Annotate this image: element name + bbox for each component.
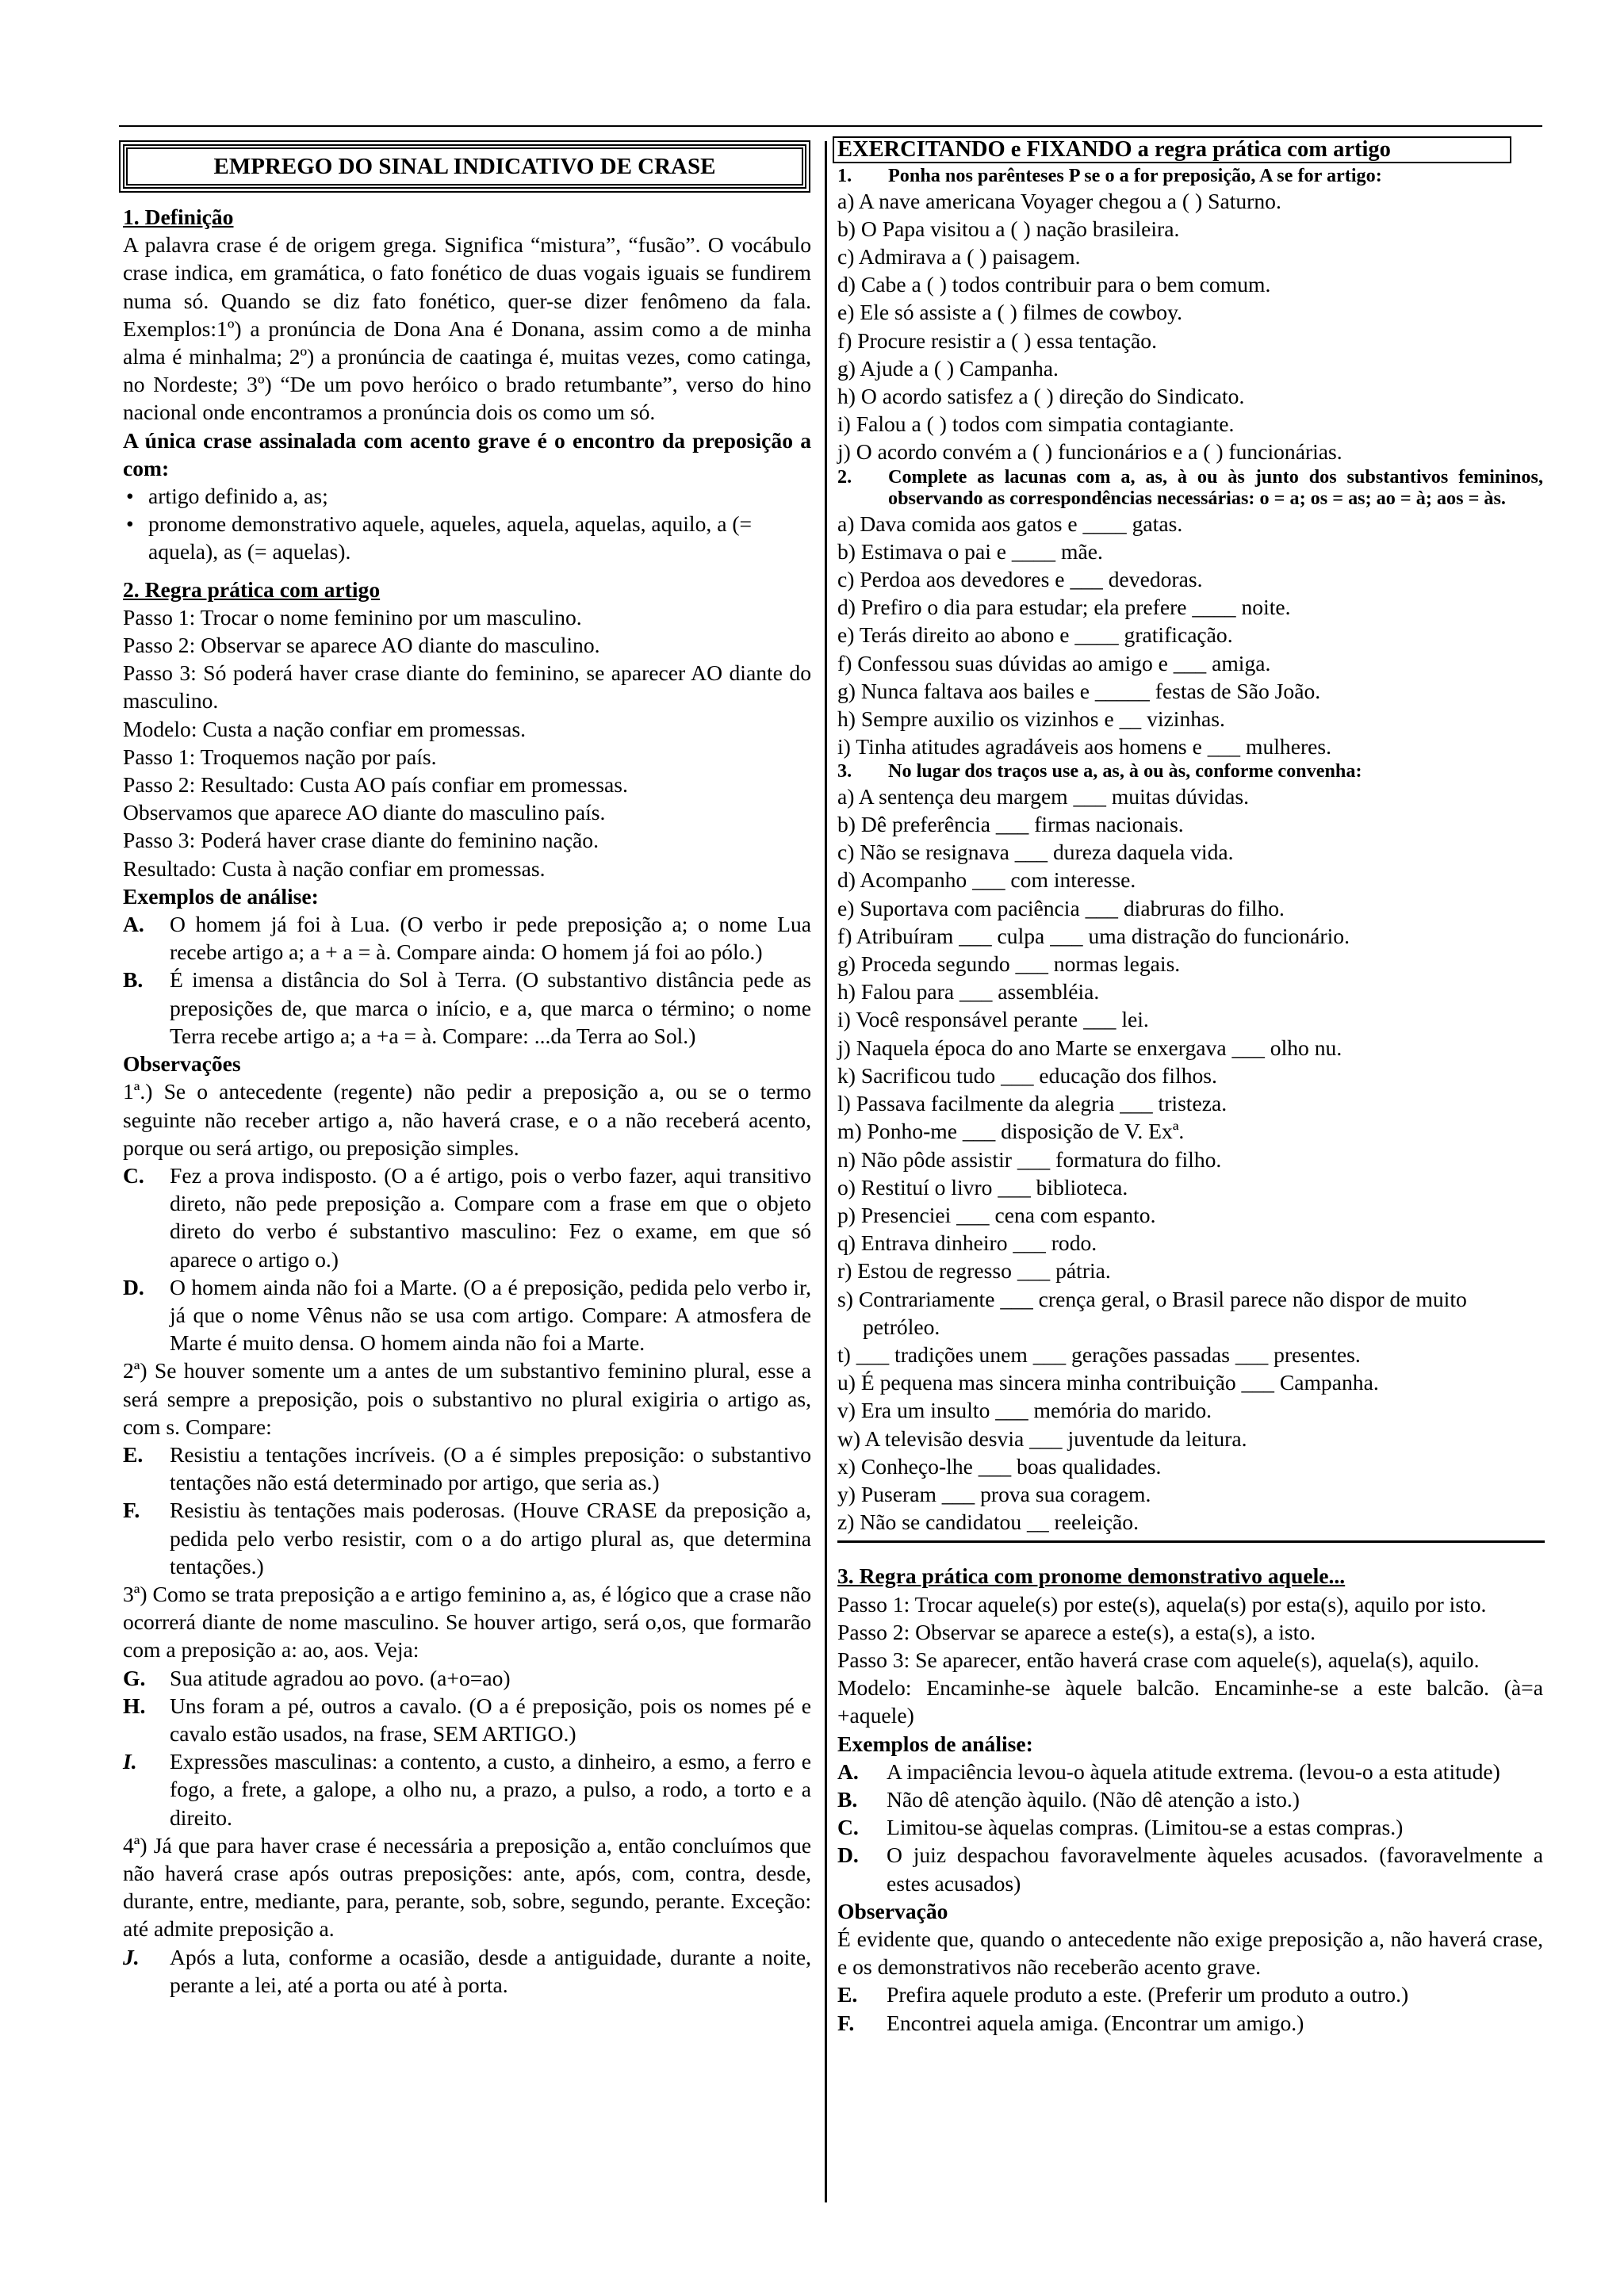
observation-1: 1ª.) Se o antecedente (regente) não pedir a preposição a, ou se o termo seguinte não receber artigo a, não haverá crase, e o a não receberá acento, porque ou será artigo, ou preposição simples. — [123, 1079, 811, 1160]
exercise-item: u) É pequena mas sincera minha contribuição ___ Campanha. — [837, 1370, 1379, 1395]
rule-line: Passo 1: Trocar aquele(s) por este(s), aquela(s) por esta(s), aquilo por isto. — [837, 1591, 1487, 1617]
definition-paragraph: A palavra crase é de origem grega. Significa “mistura”, “fusão”. O vocábulo crase indica, em gramática, o fato fonético de duas vogais iguais se fundirem numa só. Quando se diz fato fonético, quer-se dizer fenômeno da fala. Exemplos:1º) a pronúncia de Dona Ana é Donana, assim como a de minha alma é minhalma; 2º) a pronúncia de caatinga é, muitas vezes, como catinga, no Nordeste; 3º) “De um povo heróico o brado retumbante”, verso do hino nacional onde encontramos a pronúncia dois os como um só. — [123, 232, 811, 425]
section-rule — [837, 1540, 1545, 1543]
rule-line: Passo 3: Poderá haver crase diante do feminino nação. — [123, 828, 599, 853]
page-title: EMPREGO DO SINAL INDICATIVO DE CRASE — [123, 144, 806, 189]
bullet-item: • pronome demonstrativo aquele, aqueles, aquela, aquelas, aquilo, a (= aquela), as (= aquelas). — [123, 510, 811, 565]
exercise-item: d) Acompanho ___ com interesse. — [837, 867, 1136, 893]
exercise-item: c) Admirava a ( ) paisagem. — [837, 243, 1081, 269]
exercise-item: p) Presenciei ___ cena com espanto. — [837, 1202, 1156, 1227]
exercise-item: b) Estimava o pai e ____ mãe. — [837, 538, 1103, 564]
example-item: B. Não dê atenção àquilo. (Não dê atenção a isto.) — [837, 1786, 1300, 1812]
exercise-item: g) Ajude a ( ) Campanha. — [837, 355, 1059, 381]
example-item: C. Fez a prova indisposto. (O a é artigo, pois o verbo fazer, aqui transitivo direto, não pede preposição a. Compare com a frase em que o objeto direto do verbo é substantivo masculino: Fez o exame, em que só aparece o artigo o.) — [123, 1162, 811, 1272]
bullet-item: • artigo definido a, as; — [123, 482, 811, 510]
observation-2: 2ª) Se houver somente um a antes de um substantivo feminino plural, esse a será sempre a preposição, pois o substantivo no plural exigiria o artigo as, com s. Compare: — [123, 1358, 811, 1439]
rule-line: Passo 3: Só poderá haver crase diante do feminino, se aparecer AO diante do masculino. — [123, 660, 811, 714]
exercise-item: o) Restituí o livro ___ biblioteca. — [837, 1174, 1128, 1200]
exercise-item: x) Conheço-lhe ___ boas qualidades. — [837, 1453, 1162, 1479]
exercise-item: a) Dava comida aos gatos e ____ gatas. — [837, 511, 1183, 536]
definition-rule: A única crase assinalada com acento grave é o encontro da preposição a com: — [123, 427, 811, 480]
exercise-item: v) Era um insulto ___ memória do marido. — [837, 1398, 1212, 1423]
rule-line: Modelo: Encaminhe-se àquele balcão. Encaminhe-se a este balcão. (à=a +aquele) — [837, 1675, 1543, 1728]
exercise-3-instruction: 3. No lugar dos traços use a, as, à ou às, conforme convenha: — [837, 760, 1362, 783]
exercise-item: f) Procure resistir a ( ) essa tentação. — [837, 327, 1157, 353]
rule-line: Passo 2: Observar se aparece a este(s), a esta(s), a isto. — [837, 1619, 1316, 1644]
section-1-heading: 1. Definição — [123, 205, 234, 229]
exercise-item: h) Sempre auxilio os vizinhos e __ vizinhas. — [837, 706, 1225, 731]
top-rule — [119, 125, 1542, 127]
exercise-item: j) Naquela época do ano Marte se enxergava ___ olho nu. — [837, 1035, 1342, 1060]
exercise-item: s) Contrariamente ___ crença geral, o Brasil parece não dispor de muito petróleo. — [837, 1286, 1467, 1339]
examples-heading: Exemplos de análise: — [837, 1731, 1033, 1756]
exercise-item: q) Entrava dinheiro ___ rodo. — [837, 1230, 1097, 1256]
examples-heading: Exemplos de análise: — [123, 883, 319, 909]
observation-4: 4ª) Já que para haver crase é necessária a preposição a, então concluímos que não haverá crase após outras preposições: ante, após, com, contra, desde, durante, entre, mediante, para, perante, sob, sobre, segundo, perante. Exceção: até admite preposição a. — [123, 1832, 811, 1942]
exercise-2-instruction: 2. Complete as lacunas com a, as, à ou às junto dos substantivos femininos, observando as correspondências necessárias: o = a; os = as; ao = à; aos = às. — [837, 465, 1543, 510]
example-item: E. Prefira aquele produto a este. (Preferir um produto a outro.) — [837, 1982, 1409, 2007]
example-item: J. Após a luta, conforme a ocasião, desde a antiguidade, durante a noite, perante a lei, até a porta ou até à porta. — [123, 1944, 811, 1997]
exercise-item: e) Ele só assiste a ( ) filmes de cowboy. — [837, 300, 1182, 325]
example-item: G. Sua atitude agradou ao povo. (a+o=ao) — [123, 1665, 511, 1690]
observations-heading: Observações — [123, 1051, 241, 1077]
exercise-item: t) ___ tradições unem ___ gerações passadas ___ presentes. — [837, 1341, 1361, 1367]
example-item: D. O homem ainda não foi a Marte. (O a é preposição, pedida pelo verbo ir, já que o nome Vênus não se usa com artigo. Compare: A atmosfera de Marte é muito densa. O homem ainda não foi a Marte. — [123, 1274, 811, 1356]
rule-line: Passo 3: Se aparecer, então haverá crase com aquele(s), aquela(s), aquilo. — [837, 1647, 1480, 1672]
rule-line: Passo 1: Trocar o nome feminino por um masculino. — [123, 604, 582, 629]
example-item: H. Uns foram a pé, outros a cavalo. (O a é preposição, pois os nomes pé e cavalo estão usados, na frase, SEM ARTIGO.) — [123, 1693, 811, 1746]
exercise-item: f) Confessou suas dúvidas ao amigo e ___ amiga. — [837, 650, 1271, 675]
exercise-item: j) O acordo convém a ( ) funcionários e a ( ) funcionárias. — [837, 439, 1342, 465]
exercise-item: n) Não pôde assistir ___ formatura do filho. — [837, 1146, 1222, 1172]
exercise-item: h) Falou para ___ assembléia. — [837, 979, 1100, 1004]
example-item: C. Limitou-se àquelas compras. (Limitou-se a estas compras.) — [837, 1815, 1404, 1840]
exercise-item: d) Cabe a ( ) todos contribuir para o bem comum. — [837, 272, 1271, 297]
exercise-item: e) Suportava com paciência ___ diabruras do filho. — [837, 895, 1285, 920]
observation-text: É evidente que, quando o antecedente não exige preposição a, não haverá crase, e os demonstrativos não receberão acento grave. — [837, 1926, 1543, 1980]
exercise-item: b) O Papa visitou a ( ) nação brasileira. — [837, 216, 1180, 241]
rule-line: Modelo: Custa a nação confiar em promessas. — [123, 716, 527, 741]
section-2-heading: 2. Regra prática com artigo — [123, 576, 381, 602]
rule-line: Resultado: Custa à nação confiar em promessas. — [123, 855, 546, 881]
example-item: F. Encontrei aquela amiga. (Encontrar um amigo.) — [837, 2010, 1304, 2035]
exercise-item: d) Prefiro o dia para estudar; ela prefere ____ noite. — [837, 595, 1291, 620]
exercise-item: a) A nave americana Voyager chegou a ( ) Saturno. — [837, 188, 1281, 213]
rule-line: Passo 1: Troquemos nação por país. — [123, 744, 437, 769]
section-3-heading: 3. Regra prática com pronome demonstrativo aquele... — [837, 1563, 1346, 1589]
column-divider — [825, 141, 827, 2202]
exercise-item: g) Proceda segundo ___ normas legais. — [837, 951, 1181, 977]
exercise-item: m) Ponho-me ___ disposição de V. Exª. — [837, 1119, 1185, 1144]
rule-line: Observamos que aparece AO diante do masculino país. — [123, 800, 606, 825]
exercise-item: i) Você responsável perante ___ lei. — [837, 1007, 1149, 1032]
exercise-item: e) Terás direito ao abono e ____ gratificação. — [837, 622, 1233, 648]
exercises-heading: EXERCITANDO e FIXANDO a regra prática com artigo — [833, 136, 1511, 163]
example-item: I. Expressões masculinas: a contento, a custo, a dinheiro, a esmo, a ferro e fogo, a frete, a galope, a olho nu, a prazo, a pulso, a rodo, a torto e a direito. — [123, 1749, 811, 1830]
exercise-item: b) Dê preferência ___ firmas nacionais. — [837, 812, 1184, 837]
exercise-item: r) Estou de regresso ___ pátria. — [837, 1258, 1111, 1284]
exercise-item: h) O acordo satisfez a ( ) direção do Sindicato. — [837, 383, 1245, 408]
example-item: D. O juiz despachou favoravelmente àqueles acusados. (favoravelmente a estes acusados) — [837, 1843, 1543, 1896]
exercise-1-instruction: 1. Ponha nos parênteses P se o a for preposição, A se for artigo: — [837, 165, 1382, 186]
exercise-item: a) A sentença deu margem ___ muitas dúvidas. — [837, 783, 1250, 809]
exercise-item: g) Nunca faltava aos bailes e _____ festas de São João. — [837, 678, 1321, 703]
exercise-item: i) Falou a ( ) todos com simpatia contagiante. — [837, 411, 1235, 437]
example-item: A. O homem já foi à Lua. (O verbo ir pede preposição a; o nome Lua recebe artigo a; a + a = à. Compare ainda: O homem já foi ao pólo.) — [123, 912, 811, 965]
exercise-item: l) Passava facilmente da alegria ___ tristeza. — [837, 1091, 1228, 1116]
example-item: A. A impaciência levou-o àquela atitude extrema. (levou-o a esta atitude) — [837, 1758, 1500, 1784]
exercise-item: k) Sacrificou tudo ___ educação dos filhos. — [837, 1062, 1217, 1088]
exercise-item: c) Perdoa aos devedores e ___ devedoras. — [837, 566, 1203, 591]
exercise-item: w) A televisão desvia ___ juventude da leitura. — [837, 1425, 1247, 1451]
observation-3: 3ª) Como se trata preposição a e artigo feminino a, as, é lógico que a crase não ocorrerá diante de nome masculino. Se houver artigo, será o,os, que formarão com a preposição a: ao, aos. Veja: — [123, 1581, 811, 1663]
exercise-item: c) Não se resignava ___ dureza daquela vida. — [837, 840, 1234, 865]
rule-line: Passo 2: Resultado: Custa AO país confiar em promessas. — [123, 772, 628, 798]
example-item: E. Resistiu a tentações incríveis. (O a é simples preposição: o substantivo tentações não está determinado por artigo, que seria as.) — [123, 1441, 811, 1495]
example-item: B. É imensa a distância do Sol à Terra. (O substantivo distância pede as preposições de, que marca o início, e a, que marca o término; o nome Terra recebe artigo a; a +a = à. Compare: ...da Terra ao Sol.) — [123, 967, 811, 1048]
exercise-item: f) Atribuíram ___ culpa ___ uma distração do funcionário. — [837, 923, 1350, 948]
right-column — [837, 135, 1543, 2037]
exercise-item: z) Não se candidatou __ reeleição. — [837, 1510, 1139, 1535]
exercise-item: y) Puseram ___ prova sua coragem. — [837, 1481, 1151, 1506]
left-column — [123, 141, 811, 1999]
rule-line: Passo 2: Observar se aparece AO diante do masculino. — [123, 633, 600, 658]
observation-heading: Observação — [837, 1898, 948, 1923]
exercise-item: i) Tinha atitudes agradáveis aos homens e ___ mulheres. — [837, 734, 1332, 760]
example-item: F. Resistiu às tentações mais poderosas. (Houve CRASE da preposição a, pedida pelo verbo resistir, com o a do artigo plural as, que determina tentações.) — [123, 1498, 811, 1578]
